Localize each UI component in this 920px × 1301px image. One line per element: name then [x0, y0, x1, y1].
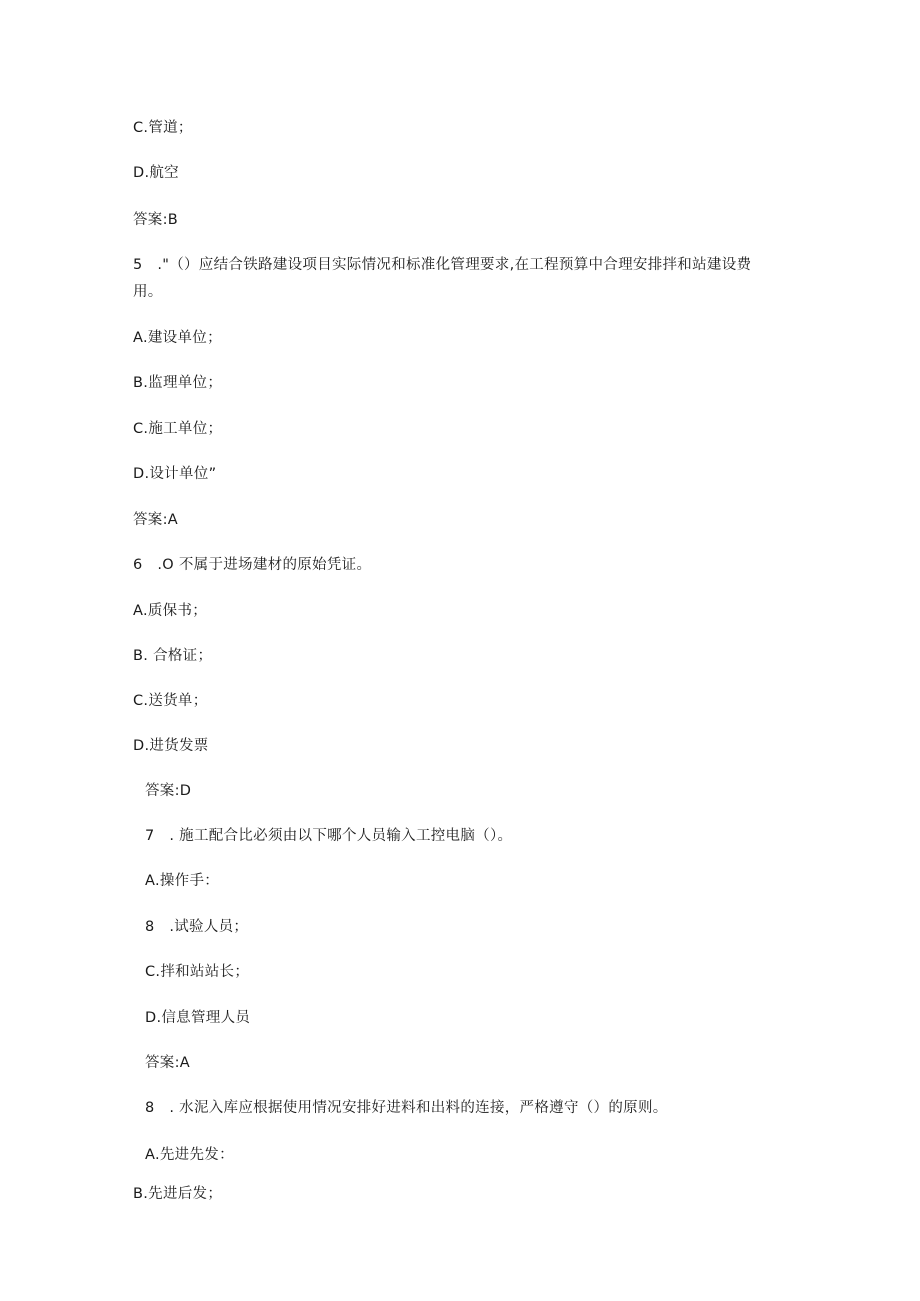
option-d-aviation: D.航空: [133, 165, 179, 181]
answer-q6: 答案:D: [145, 783, 192, 799]
q8-option-a: A.先进先发：: [145, 1147, 234, 1163]
q6-option-d: D.进货发票: [133, 738, 209, 754]
q6-option-b: B. 合格证；: [133, 648, 213, 664]
q7-option-b: 8 .试验人员；: [145, 919, 249, 935]
question-6: 6 .O 不属于进场建材的原始凭证。: [133, 557, 372, 573]
question-8: 8 . 水泥入库应根据使用情况安排好进料和出料的连接，严格遵守（）的原则。: [145, 1100, 668, 1116]
q7-option-c: C.拌和站站长；: [145, 964, 250, 980]
q8-option-b: B.先进后发；: [133, 1186, 223, 1202]
q7-option-a: A.操作手：: [145, 873, 220, 889]
q5-option-d: D.设计单位”: [133, 466, 217, 482]
q5-option-b: B.监理单位；: [133, 375, 223, 391]
question-5-line-2: 用。: [133, 284, 163, 300]
answer-q4: 答案:B: [133, 212, 179, 228]
answer-q5: 答案:A: [133, 512, 179, 528]
question-7: 7 . 施工配合比必须由以下哪个人员输入工控电脑（）。: [145, 828, 513, 844]
q5-option-c: C.施工单位；: [133, 421, 223, 437]
q5-option-a: A.建设单位；: [133, 330, 222, 346]
question-5-line-1: 5 ."（）应结合铁路建设项目实际情况和标准化管理要求,在工程预算中合理安排拌和站建设费: [133, 257, 752, 273]
option-c-pipeline: C.管道；: [133, 120, 193, 136]
q6-option-a: A.质保书；: [133, 603, 208, 619]
q6-option-c: C.送货单；: [133, 693, 208, 709]
q7-option-d: D.信息管理人员: [145, 1010, 251, 1026]
answer-q7: 答案:A: [145, 1055, 191, 1071]
